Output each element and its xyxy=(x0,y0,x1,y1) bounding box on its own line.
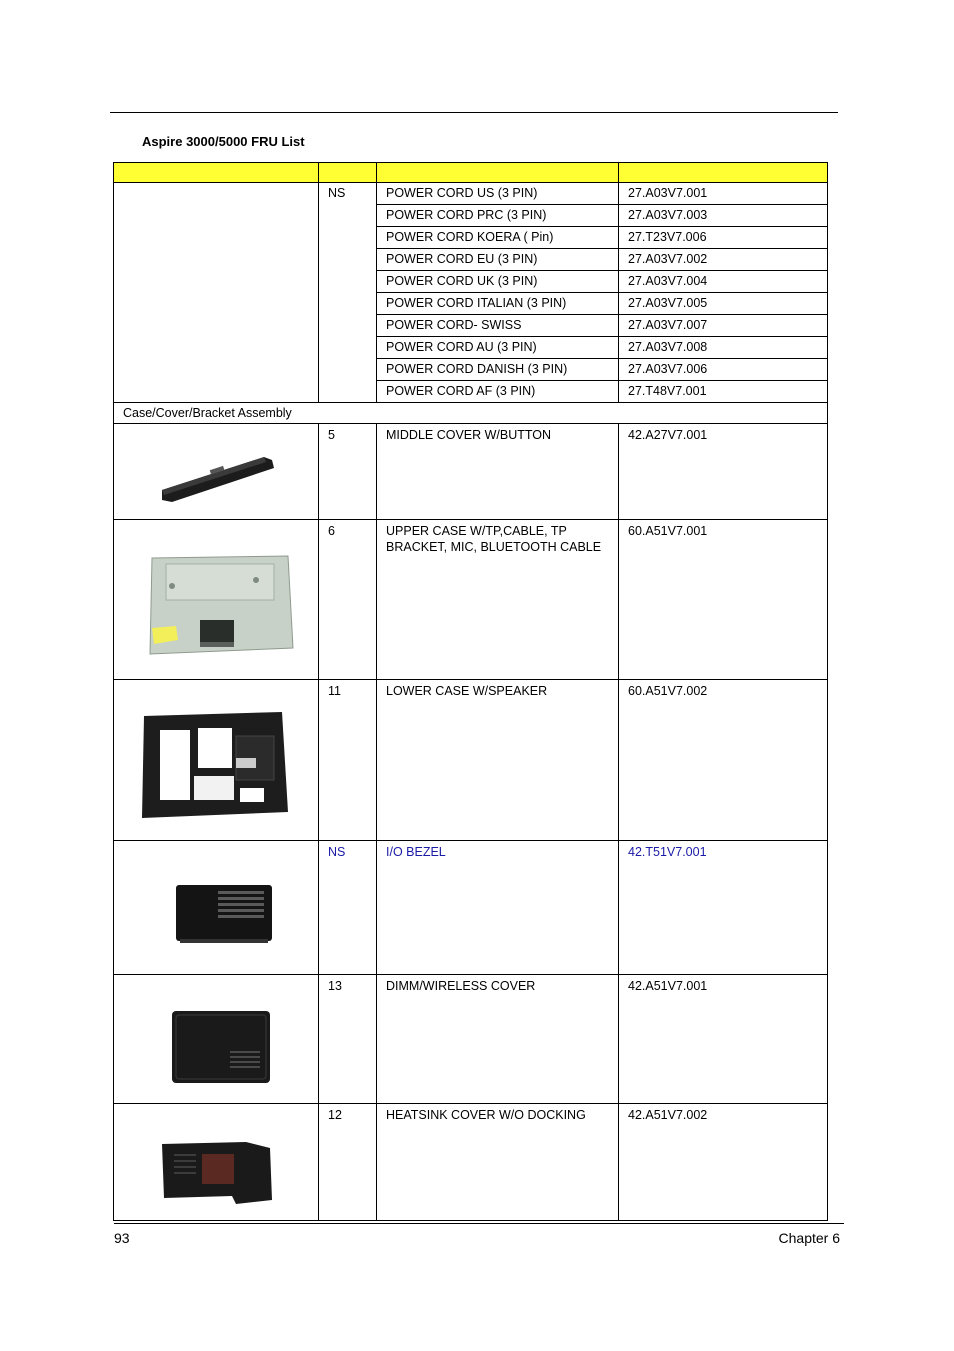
part-desc: UPPER CASE W/TP,CABLE, TP BRACKET, MIC, BLUETOOTH CABLE xyxy=(386,524,602,554)
part-pn: 60.A51V7.002 xyxy=(628,684,708,698)
part-desc: POWER CORD UK (3 PIN) xyxy=(386,274,538,288)
part-pn: 27.A03V7.008 xyxy=(628,340,708,354)
table-row xyxy=(114,424,828,520)
part-pn: 42.A51V7.001 xyxy=(628,979,708,993)
table-row xyxy=(114,680,828,841)
dimm-cover-image xyxy=(114,975,319,1100)
picture-cell xyxy=(114,424,319,520)
part-desc: POWER CORD KOERA ( Pin) xyxy=(386,230,554,244)
part-pn: 27.A03V7.007 xyxy=(628,318,708,332)
part-desc: POWER CORD PRC (3 PIN) xyxy=(386,208,547,222)
fru-table xyxy=(113,162,828,1221)
table-row xyxy=(114,183,828,205)
part-no: NS xyxy=(328,186,346,200)
part-pn: 27.A03V7.003 xyxy=(628,208,708,222)
table-row xyxy=(114,841,828,975)
part-pn: 27.A03V7.005 xyxy=(628,296,708,310)
part-no: NS xyxy=(328,845,346,859)
lower-case-image xyxy=(114,680,319,837)
section-label: Case/Cover/Bracket Assembly xyxy=(123,406,292,420)
table-row xyxy=(114,520,828,680)
part-desc: POWER CORD AU (3 PIN) xyxy=(386,340,537,354)
io-bezel-image xyxy=(114,841,319,971)
part-desc: I/O BEZEL xyxy=(386,845,446,859)
part-pn: 27.A03V7.006 xyxy=(628,362,708,376)
part-desc: POWER CORD AF (3 PIN) xyxy=(386,384,536,398)
part-no: 12 xyxy=(328,1108,342,1122)
chapter-label: Chapter 6 xyxy=(778,1230,840,1246)
part-pn: 27.A03V7.004 xyxy=(628,274,708,288)
part-pn: 42.A51V7.002 xyxy=(628,1108,708,1122)
part-desc: MIDDLE COVER W/BUTTON xyxy=(386,428,552,442)
middle-cover-image xyxy=(114,424,319,516)
part-no: 5 xyxy=(328,428,335,442)
heatsink-cover-image xyxy=(114,1104,319,1217)
part-pn: 42.T51V7.001 xyxy=(628,845,707,859)
page-title: Aspire 3000/5000 FRU List xyxy=(142,134,305,149)
picture-cell xyxy=(114,520,319,680)
page-number: 93 xyxy=(114,1230,130,1246)
part-pn: 27.T48V7.001 xyxy=(628,384,707,398)
header-rule xyxy=(110,112,838,113)
part-pn: 27.T23V7.006 xyxy=(628,230,707,244)
picture-cell xyxy=(114,841,319,975)
picture-cell xyxy=(114,680,319,841)
section-row xyxy=(114,403,828,424)
picture-cell xyxy=(114,1104,319,1221)
part-desc: POWER CORD- SWISS xyxy=(386,318,522,332)
part-pn: 27.A03V7.001 xyxy=(628,186,708,200)
picture-cell xyxy=(114,975,319,1104)
part-pn: 27.A03V7.002 xyxy=(628,252,708,266)
part-pn: 60.A51V7.001 xyxy=(628,524,708,538)
part-desc: POWER CORD US (3 PIN) xyxy=(386,186,538,200)
part-pn: 42.A27V7.001 xyxy=(628,428,708,442)
upper-case-image xyxy=(114,520,319,676)
part-no: 13 xyxy=(328,979,342,993)
part-no: 6 xyxy=(328,524,335,538)
footer-rule xyxy=(114,1223,844,1224)
part-desc: POWER CORD DANISH (3 PIN) xyxy=(386,362,568,376)
part-desc: POWER CORD EU (3 PIN) xyxy=(386,252,538,266)
part-desc: DIMM/WIRELESS COVER xyxy=(386,979,536,993)
table-row xyxy=(114,975,828,1104)
part-desc: LOWER CASE W/SPEAKER xyxy=(386,684,548,698)
table-header-row xyxy=(114,163,828,183)
part-desc: HEATSINK COVER W/O DOCKING xyxy=(386,1108,586,1122)
picture-cell xyxy=(114,183,319,403)
table-row xyxy=(114,1104,828,1221)
part-no: 11 xyxy=(328,684,341,698)
part-desc: POWER CORD ITALIAN (3 PIN) xyxy=(386,296,567,310)
